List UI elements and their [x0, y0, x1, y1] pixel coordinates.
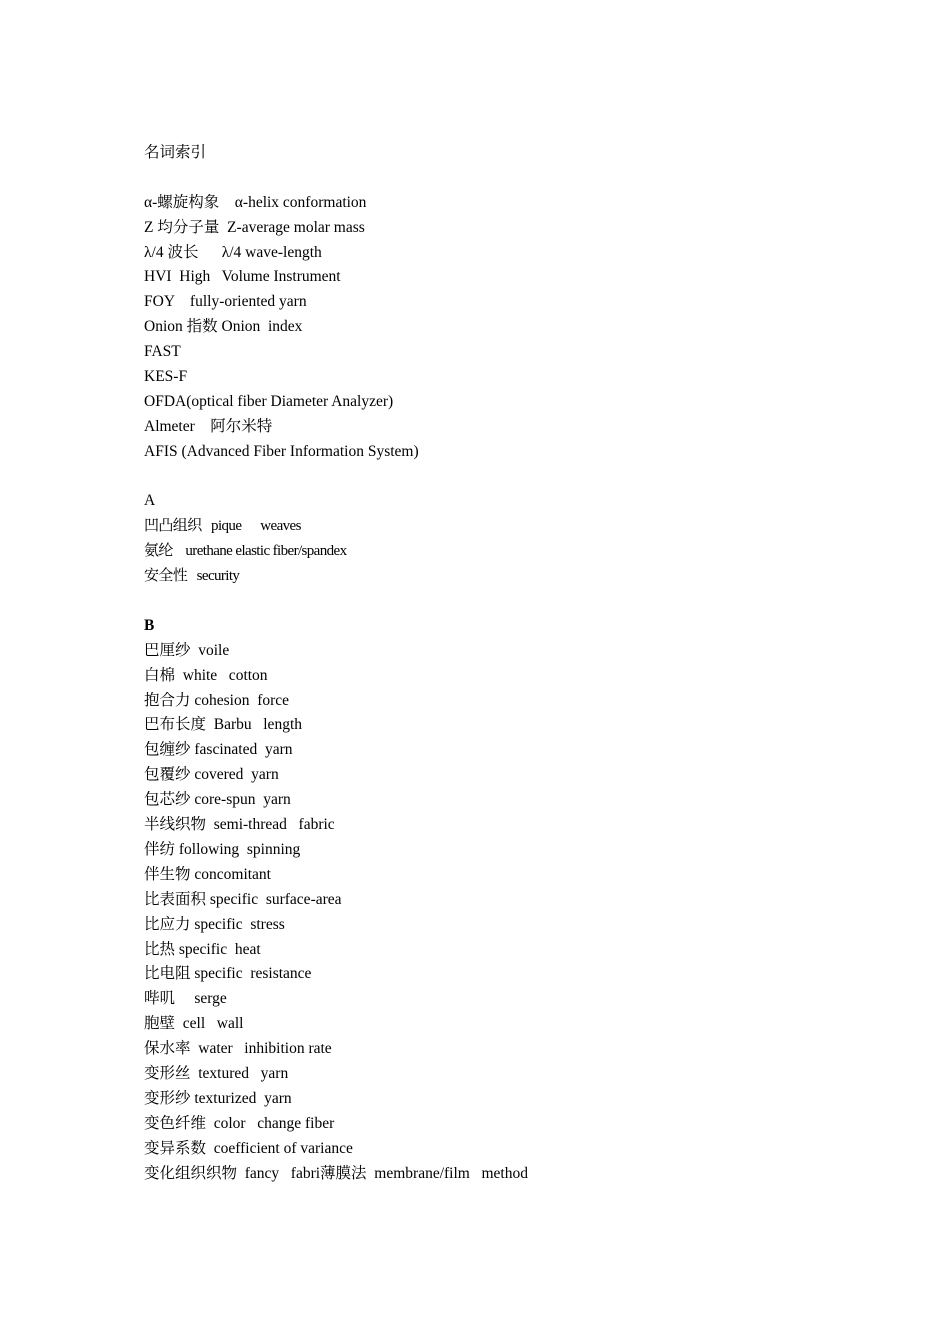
index-entry: FOY fully-oriented yarn — [144, 293, 307, 311]
index-entry: 比表面积 specific surface-area — [144, 890, 342, 908]
index-entry: 伴生物 concomitant — [144, 865, 271, 883]
spacer — [144, 166, 844, 191]
index-entry: Z 均分子量 Z-average molar mass — [144, 218, 365, 236]
index-entry: 包覆纱 covered yarn — [144, 766, 279, 784]
spacer — [144, 589, 844, 614]
index-entry: Onion 指数 Onion index — [144, 318, 303, 336]
section-heading-a: A — [144, 492, 156, 510]
index-entry: 胞壁 cell wall — [144, 1015, 244, 1033]
index-entry: KES-F — [144, 368, 188, 386]
index-entry: 抱合力 cohesion force — [144, 691, 290, 709]
document-page — [144, 141, 844, 1186]
index-entry: 比应力 specific stress — [144, 915, 285, 933]
index-entry: 比电阻 specific resistance — [144, 965, 312, 983]
index-entry: AFIS (Advanced Fiber Information System) — [144, 442, 419, 460]
index-entry: 哔叽 serge — [144, 990, 227, 1008]
index-entry: α-螺旋构象 α-helix conformation — [144, 193, 367, 211]
index-entry: OFDA(optical fiber Diameter Analyzer) — [144, 392, 394, 410]
index-entry: 包芯纱 core-spun yarn — [144, 791, 291, 809]
index-entry: 比热 specific heat — [144, 940, 261, 958]
index-entry: λ/4 波长 λ/4 wave-length — [144, 243, 322, 261]
index-entry: 安全性 security — [144, 568, 240, 585]
spacer — [144, 465, 844, 490]
index-entry: 变形纱 texturized yarn — [144, 1089, 292, 1107]
index-entry: 变形丝 textured yarn — [144, 1064, 289, 1082]
page-title: 名词索引 — [144, 144, 207, 161]
index-entry: 伴纺 following spinning — [144, 840, 301, 858]
index-entry: 凹凸组织 pique weaves — [144, 518, 301, 535]
index-entry: 氨纶 urethane elastic fiber/spandex — [144, 543, 347, 560]
index-entry: 保水率 water inhibition rate — [144, 1040, 332, 1058]
index-entry: 巴厘纱 voile — [144, 641, 230, 659]
section-b — [144, 614, 844, 1186]
index-entry: 巴布长度 Barbu length — [144, 716, 302, 734]
intro-entry-list — [144, 191, 844, 465]
index-entry: 变异系数 coefficient of variance — [144, 1139, 353, 1157]
section-heading-b: B — [144, 616, 155, 634]
index-entry: 白棉 white cotton — [144, 666, 268, 684]
index-entry: FAST — [144, 343, 181, 361]
index-entry: 变化组织织物 fancy fabri薄膜法 membrane/film method — [144, 1164, 528, 1182]
index-entry: 包缠纱 fascinated yarn — [144, 741, 293, 759]
index-entry: Almeter 阿尔米特 — [144, 417, 273, 435]
index-entry: 变色纤维 color change fiber — [144, 1114, 335, 1132]
section-a — [144, 489, 844, 589]
index-entry: 半线织物 semi-thread fabric — [144, 816, 335, 834]
index-entry: HVI High Volume Instrument — [144, 268, 341, 286]
